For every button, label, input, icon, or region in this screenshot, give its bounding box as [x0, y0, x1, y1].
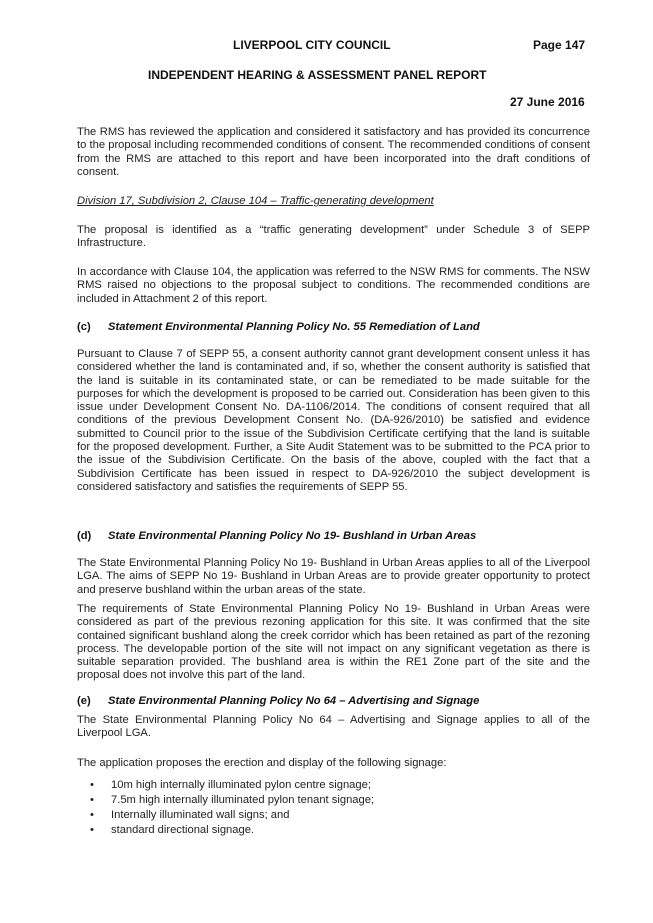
report-date: 27 June 2016 [510, 95, 585, 109]
paragraph-clause-104: In accordance with Clause 104, the application was referred to the NSW RMS for comments. The NSW RMS raised no objections to the proposal subject to conditions. The recommended conditions are included in Attachment 2 of this report. [77, 266, 590, 305]
paragraph-signage-intro: The application proposes the erection and display of the following signage: [77, 757, 447, 769]
list-item: • 7.5m high internally illuminated pylon tenant signage; [77, 794, 590, 809]
section-heading-c: (c) Statement Environmental Planning Policy No. 55 Remediation of Land [77, 321, 480, 333]
report-title: INDEPENDENT HEARING & ASSESSMENT PANEL REPORT [148, 68, 487, 82]
paragraph-rms-review: The RMS has reviewed the application and considered it satisfactory and has provided its concurrence to the proposal including recommended conditions of consent. The recommended conditions of consent from the RMS are attached to this report and have been incorporated into the draft conditions of consent. [77, 126, 590, 178]
paragraph-sepp-19-applies: The State Environmental Planning Policy No 19- Bushland in Urban Areas applies to all of the Liverpool LGA. The aims of SEPP No 19- Bushland in Urban Areas are to provide greater opportunity to protect and preserve bushland within the urban areas of the state. [77, 557, 590, 596]
division-heading: Division 17, Subdivision 2, Clause 104 – Traffic-generating development [77, 195, 434, 207]
list-item: • 10m high internally illuminated pylon centre signage; [77, 779, 590, 794]
list-item: • Internally illuminated wall signs; and [77, 809, 590, 824]
section-heading-e: (e) State Environmental Planning Policy No 64 – Advertising and Signage [77, 695, 480, 707]
paragraph-traffic-generating: The proposal is identified as a “traffic generating development” under Schedule 3 of SEPP Infrastructure. [77, 224, 590, 250]
council-name: LIVERPOOL CITY COUNCIL [233, 38, 391, 52]
page-number: Page 147 [533, 38, 586, 52]
paragraph-sepp-55: Pursuant to Clause 7 of SEPP 55, a consent authority cannot grant development consent unless it has considered whether the land is contaminated and, if so, whether the consent authority is satisfied that the land is suitable in its contaminated state, or can be remediated to be made suitable for the purposes for which the development is proposed to be carried out. Consideration has been given to this issue under Development Consent No. DA-1106/2014. The conditions of consent required that all conditions of the previous Development Consent No. (DA-926/2010) be satisfied and evidence submitted to Council prior to the issue of the Subdivision Certificate certifying that the land is suitable for the proposed development. Further, a Site Audit Statement was to be submitted to the PCA prior to the issue of the Subdivision Certificate. On the basis of the above, coupled with the fact that a Subdivision Certificate has been issued in respect to DA-926/2010 the subject development is considered satisfactory and satisfies the requirements of SEPP 55. [77, 348, 590, 493]
paragraph-sepp-64-applies: The State Environmental Planning Policy No 64 – Advertising and Signage applies to all of the Liverpool LGA. [77, 714, 590, 740]
list-item: • standard directional signage. [77, 824, 590, 839]
signage-list [77, 779, 590, 839]
section-heading-d: (d) State Environmental Planning Policy No 19- Bushland in Urban Areas [77, 530, 477, 542]
paragraph-sepp-19-requirements: The requirements of State Environmental Planning Policy No 19- Bushland in Urban Areas were considered as part of the previous rezoning application for this site. It was confirmed that the site contained significant bushland along the creek corridor which has been retained as part of the rezoning process. The developable portion of the site will not impact on any significant vegetation as there is suitable separation provided. The bushland area is within the RE1 Zone part of the site and the proposal does not involve this part of the land. [77, 603, 590, 682]
